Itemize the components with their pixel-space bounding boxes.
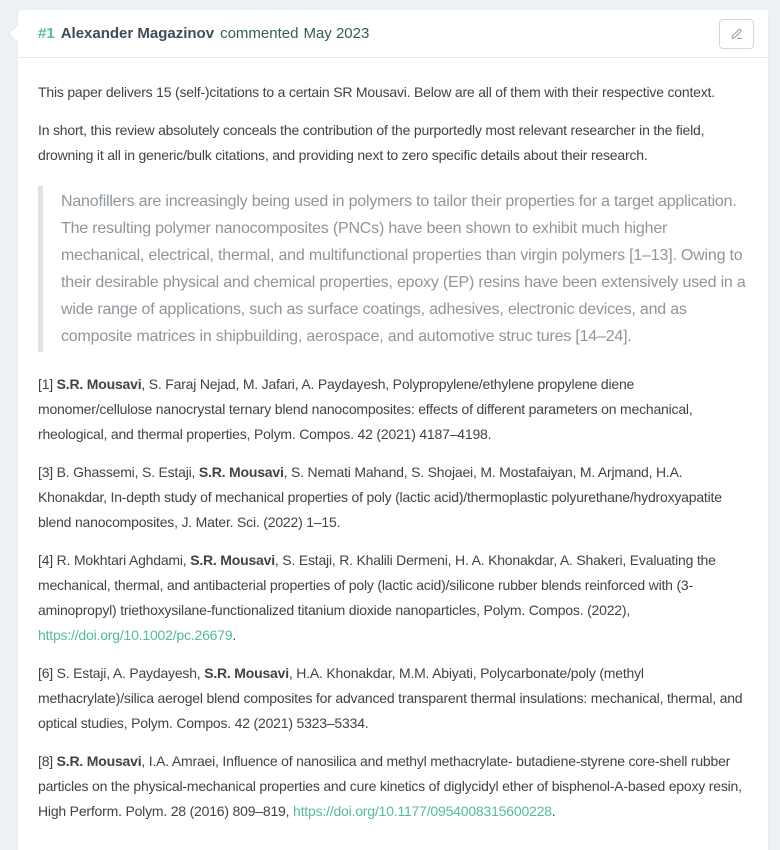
reference-text: . xyxy=(232,627,237,643)
author-highlight: S.R. Mousavi xyxy=(56,753,142,769)
reference-text: , S. Faraj Nejad, M. Jafari, A. Paydayesh, Polypropylene/ethylene propylene diene monomer/cellulose nanocrystal ternary blend nanocomposites: effects of different parameters on mechanical, rheological, and thermal properties, Polym. Compos. 42 (2021) 4187–4198. xyxy=(38,376,693,442)
reference-item xyxy=(38,460,748,535)
quoted-paper-text: Nanofillers are increasingly being used in polymers to tailor their properties for a target application. The resulting polymer nanocomposites (PNCs) have been shown to exhibit much higher mechanical, electrical, thermal, and multifunctional properties than virgin polymers [1–13]. Owing to their desirable physical and chemical properties, epoxy (EP) resins have been extensively used in a wide range of applications, such as surface coatings, adhesives, electronic devices, and as composite matrices in shipbuilding, aerospace, and automotive struc tures [14–24]. xyxy=(38,186,748,352)
reference-item xyxy=(38,372,748,447)
doi-link[interactable]: https://doi.org/10.1177/0954008315600228 xyxy=(293,803,552,819)
comment-action-label: commented xyxy=(220,25,299,42)
comment-paragraph: This paper delivers 15 (self-)citations to a certain SR Mousavi. Below are all of them with their respective context. xyxy=(38,84,715,100)
page-background xyxy=(0,10,780,850)
references xyxy=(38,372,748,824)
reference-text: , S. Estaji, R. Khalili Dermeni, H. A. Khonakdar, A. Shakeri, Evaluating the mechanical, thermal, and antibacterial properties of poly (lactic acid)/silicone rubber blends reinforced with (3-aminopropyl) triethoxysilane-functionalized titanium dioxide nanoparticles, Polym. Compos. (2022), xyxy=(38,552,716,618)
comment-body xyxy=(18,58,768,848)
author-highlight: S.R. Mousavi xyxy=(198,464,284,480)
reference-item xyxy=(38,548,748,648)
reference-text: [1] xyxy=(38,376,57,392)
author-highlight: S.R. Mousavi xyxy=(56,376,142,392)
reference-text: , S. Nemati Mahand, S. Shojaei, M. Mostafaiyan, M. Arjmand, H.A. Khonakdar, In-depth study of mechanical properties of poly (lactic acid)/thermoplastic polyurethane/hydroxyapatite blend nanocomposites, J. Mater. Sci. (2022) 1–15. xyxy=(38,464,722,530)
reference-item xyxy=(38,661,748,736)
pencil-icon xyxy=(729,26,744,41)
comment-number-link[interactable]: #1 xyxy=(38,25,55,42)
reference-text: . xyxy=(551,803,556,819)
comment-date: May 2023 xyxy=(303,25,370,42)
edit-button[interactable] xyxy=(719,19,754,49)
reference-text: [6] S. Estaji, A. Paydayesh, xyxy=(38,665,205,681)
comment-card xyxy=(18,10,768,850)
reference-text: [4] R. Mokhtari Aghdami, xyxy=(38,552,191,568)
reference-text: , I.A. Amraei, Influence of nanosilica and methyl methacrylate- butadiene-styrene core-shell rubber particles on the physical-mechanical properties and cure kinetics of diglycidyl ether of bisphenol-A-based epoxy resin, High Perform. Polym. 28 (2016) 809–819, xyxy=(38,753,742,819)
comment-paragraph: In short, this review absolutely conceals the contribution of the purportedly most relevant researcher in the field, drowning it all in generic/bulk citations, and providing next to zero specific details about their research. xyxy=(38,122,705,163)
reference-text: [3] B. Ghassemi, S. Estaji, xyxy=(38,464,199,480)
comment-header xyxy=(18,10,768,58)
author-highlight: S.R. Mousavi xyxy=(204,665,289,681)
reference-item xyxy=(38,749,748,824)
comment-author[interactable]: Alexander Magazinov xyxy=(60,25,215,42)
reference-text: [8] xyxy=(38,753,57,769)
doi-link[interactable]: https://doi.org/10.1002/pc.26679 xyxy=(38,627,233,643)
reference-text: , H.A. Khonakdar, M.M. Abiyati, Polycarbonate/poly (methyl methacrylate)/silica aerogel blend composites for advanced transparent thermal insulations: mechanical, thermal, and optical studies, Polym. Compos. 42 (2021) 5323–5334. xyxy=(38,665,743,731)
author-highlight: S.R. Mousavi xyxy=(190,552,275,568)
